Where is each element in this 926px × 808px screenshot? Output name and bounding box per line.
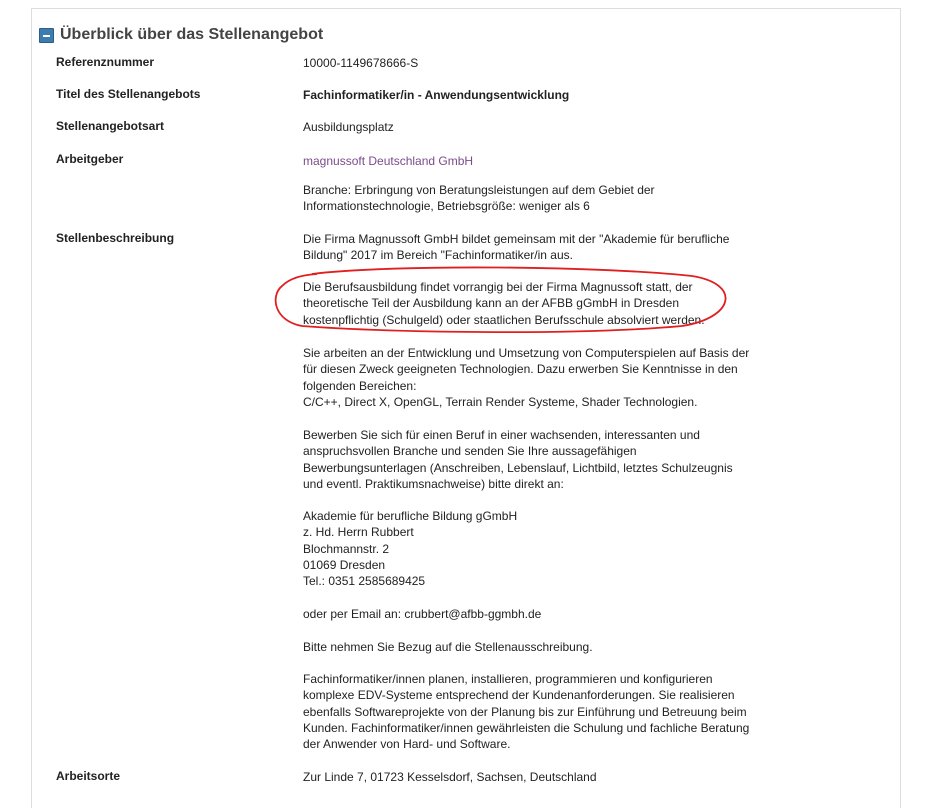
description-paragraph-1: Die Firma Magnussoft GmbH bildet gemeinsam mit der "Akademie für berufliche Bildung" 2017 im Bereich "Fachinformatiker/in aus. xyxy=(303,232,730,263)
employer-label: Arbeitgeber xyxy=(56,152,124,166)
work-location-value: Zur Linde 7, 01723 Kesselsdorf, Sachsen, Deutschland xyxy=(303,770,597,784)
description-paragraph-3: Sie arbeiten an der Entwicklung und Umsetzung von Computerspielen auf Basis der für diesen Zweck geeigneten Technologien. Dazu erwerben Sie Kenntnisse in den folgenden Bereichen: C/C++, Direct X, OpenGL, Terrain Render Systeme, Shader Technologien. xyxy=(303,346,750,409)
job-title-value: Fachinformatiker/in - Anwendungsentwicklung xyxy=(303,88,570,102)
section-header xyxy=(39,24,323,46)
description-paragraph-2: Die Berufsausbildung findet vorrangig bei der Firma Magnussoft statt, der theoretische Teil der Ausbildung kann an der AFBB gGmbH in Dresden kostenpflichtig (Schulgeld) oder staatlichen Berufsschule absolviert werden. xyxy=(303,280,705,327)
employer-info: Branche: Erbringung von Beratungsleistungen auf dem Gebiet der Informationstechnologie, Betriebsgröße: weniger als 6 xyxy=(303,183,655,214)
work-location-label: Arbeitsorte xyxy=(56,769,121,783)
reference-number-label: Referenznummer xyxy=(56,55,155,69)
contact-address: Akademie für berufliche Bildung gGmbH z. Hd. Herrn Rubbert Blochmannstr. 2 01069 Dresden Tel.: 0351 2585689425 xyxy=(303,509,518,589)
reference-number-value: 10000-1149678666-S xyxy=(303,56,419,70)
job-title-label: Titel des Stellenangebots xyxy=(56,87,201,101)
description-paragraph-7: Bitte nehmen Sie Bezug auf die Stellenausschreibung. xyxy=(303,640,593,654)
section-title: Überblick über das Stellenangebot xyxy=(60,26,324,43)
offer-type-value: Ausbildungsplatz xyxy=(303,120,394,134)
description-paragraph-4: Bewerben Sie sich für einen Beruf in einer wachsenden, interessanten und anspruchsvollen Branche und senden Sie Ihre aussagefähigen Bewerbungsunterlagen (Anschreiben, Lebenslauf, Lichtbild, letztes Schulzeugnis und eventl. Praktikumsnachweise) bitte direkt an: xyxy=(303,428,733,491)
offer-type-label: Stellenangebotsart xyxy=(56,119,165,133)
description-paragraph-8: Fachinformatiker/innen planen, installieren, programmieren und konfigurieren komplexe EDV-Systeme entsprechend der Kundenanforderungen. Sie realisieren ebenfalls Softwareprojekte von der Planung bis zur Einführung und Betreuung beim Kunden. Fachinformatiker/innen gewährleisten die Schulung und fachliche Beratung der Anwender von Hard- und Software. xyxy=(303,672,750,752)
contact-email: oder per Email an: crubbert@afbb-ggmbh.de xyxy=(303,607,542,621)
collapse-icon[interactable] xyxy=(39,28,54,43)
description-label: Stellenbeschreibung xyxy=(56,231,175,245)
employer-link[interactable]: magnussoft Deutschland GmbH xyxy=(303,154,474,168)
